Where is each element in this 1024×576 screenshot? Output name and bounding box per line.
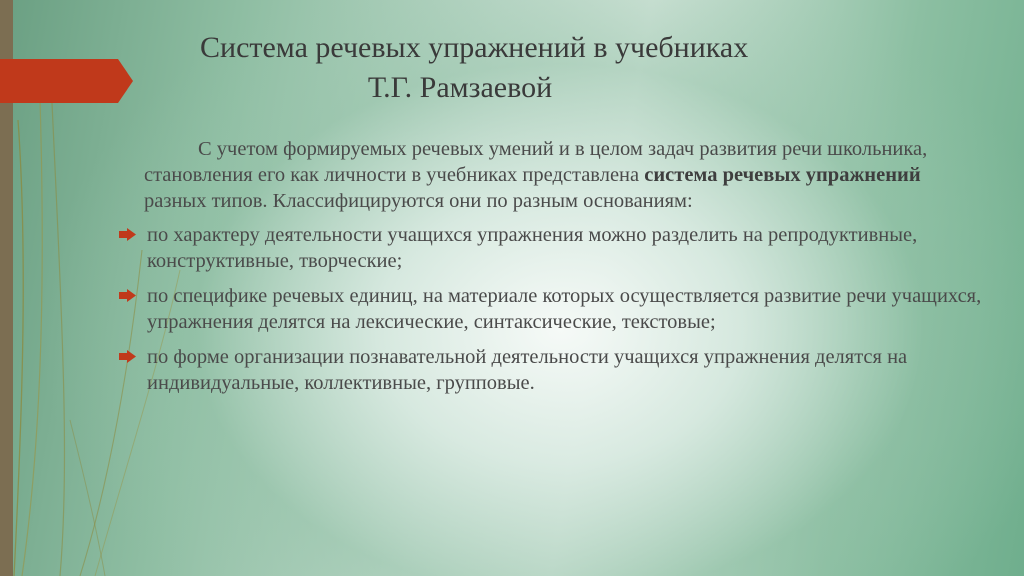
list-item [117, 344, 987, 396]
right-arrow-icon [119, 350, 136, 363]
bullet-text: по специфике речевых единиц, на материале которых осуществляется развитие речи учащихся, упражнения делятся на лексические, синтаксические, текстовые; [147, 285, 982, 333]
right-arrow-icon [119, 289, 136, 302]
intro-bold-text: система речевых упражнений [644, 164, 921, 186]
intro-paragraph [144, 136, 987, 214]
list-item [117, 222, 987, 274]
list-item [117, 283, 987, 335]
title-line-2: Т.Г. Рамзаевой [367, 71, 553, 104]
slide-title [200, 28, 749, 108]
right-arrow-icon [119, 228, 136, 241]
bullet-text: по характеру деятельности учащихся упражнения можно разделить на репродуктивные, конструктивные, творческие; [147, 224, 918, 272]
title-line-1: Система речевых упражнений в учебниках [200, 31, 749, 64]
slide-content [117, 136, 987, 405]
intro-text-end: разных типов. Классифицируются они по разным основаниям: [144, 190, 693, 212]
red-arrow-tab [0, 59, 133, 103]
intro-text-start: С учетом формируемых речевых умений и в целом задач развития речи школьника, становления его как личности в учебниках представлена [144, 138, 928, 186]
bullet-text: по форме организации познавательной деятельности учащихся упражнения делятся на индивидуальные, коллективные, групповые. [147, 346, 908, 394]
bullet-list [117, 222, 987, 396]
